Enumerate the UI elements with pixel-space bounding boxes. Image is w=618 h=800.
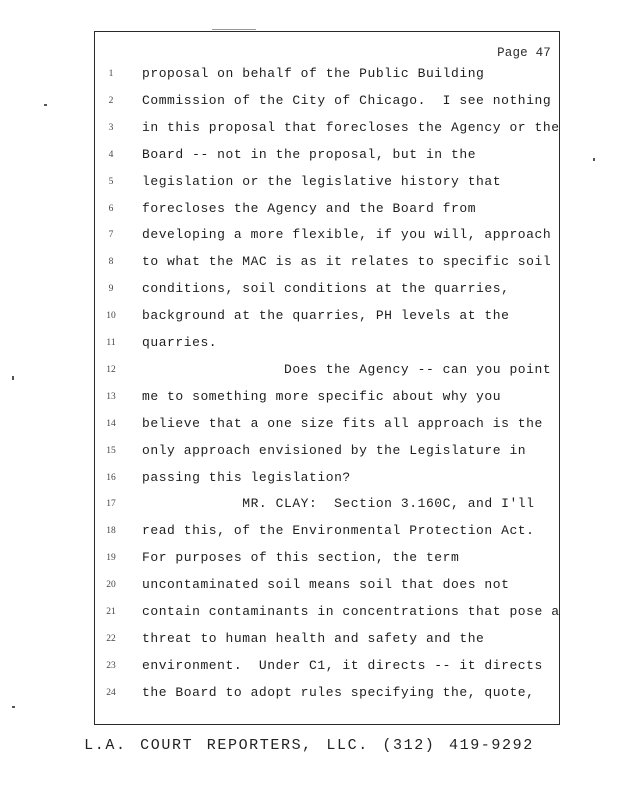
- transcript-line: [95, 443, 561, 470]
- line-text: me to something more specific about why you: [142, 388, 502, 404]
- transcript-line: [95, 281, 561, 308]
- transcript-line: [95, 335, 561, 362]
- line-number: 7: [108, 230, 114, 241]
- line-text: conditions, soil conditions at the quarries,: [142, 281, 510, 297]
- line-number: 22: [106, 633, 116, 644]
- transcript-line: [95, 577, 561, 604]
- line-text: For purposes of this section, the term: [142, 550, 460, 566]
- line-text: the Board to adopt rules specifying the, quote,: [142, 684, 535, 700]
- line-text: in this proposal that forecloses the Agency or the: [142, 119, 560, 135]
- transcript-line: [95, 93, 561, 120]
- transcript-line: [95, 604, 561, 631]
- line-text: proposal on behalf of the Public Building: [142, 66, 485, 81]
- line-number: 5: [108, 176, 114, 187]
- line-number: 2: [108, 95, 114, 106]
- transcript-page: [94, 31, 560, 725]
- transcript-line: [95, 254, 561, 281]
- line-number: 24: [106, 687, 116, 698]
- line-text: threat to human health and safety and the: [142, 630, 485, 646]
- line-number: 18: [106, 526, 116, 537]
- transcript-line: [95, 174, 561, 201]
- line-text: MR. CLAY: Section 3.160C, and I'll: [142, 496, 535, 512]
- line-number: 21: [106, 607, 116, 617]
- line-text: Board -- not in the proposal, but in the: [142, 146, 477, 162]
- transcript-line: [95, 496, 561, 523]
- transcript-line: [95, 631, 561, 658]
- line-text: Does the Agency -- can you point: [142, 361, 552, 377]
- transcript-line: [95, 362, 561, 389]
- line-text: environment. Under C1, it directs -- it directs: [142, 657, 543, 673]
- transcript-line: [95, 120, 561, 147]
- line-text: contain contaminants in concentrations that pose a: [142, 604, 560, 619]
- transcript-line: [95, 470, 561, 497]
- page-number: Page 47: [497, 46, 551, 60]
- line-text: passing this legislation?: [142, 469, 351, 485]
- transcript-line: [95, 147, 561, 174]
- scan-speck: [44, 104, 47, 106]
- line-text: background at the quarries, PH levels at the: [142, 308, 510, 324]
- line-text: uncontaminated soil means soil that does not: [142, 577, 510, 593]
- line-text: only approach envisioned by the Legislature in: [142, 442, 527, 458]
- transcript-line: [95, 523, 561, 550]
- line-number: 6: [108, 203, 114, 214]
- line-number: 14: [106, 418, 116, 429]
- line-number: 20: [106, 580, 116, 591]
- transcript-line: [95, 416, 561, 443]
- line-number: 19: [106, 553, 116, 564]
- line-number: 10: [106, 311, 116, 322]
- line-number: 11: [106, 338, 116, 348]
- line-number: 4: [108, 149, 114, 160]
- line-number: 1: [108, 69, 114, 79]
- line-number: 17: [106, 499, 116, 510]
- line-text: believe that a one size fits all approach is the: [142, 415, 543, 431]
- scan-speck: [593, 158, 595, 161]
- transcript-line: [95, 550, 561, 577]
- transcript-line: [95, 308, 561, 335]
- line-number: 8: [108, 257, 114, 268]
- line-number: 23: [106, 660, 116, 671]
- line-number: 3: [108, 122, 114, 133]
- line-number: 13: [106, 391, 116, 402]
- transcript-line: [95, 685, 561, 712]
- transcript-line: [95, 658, 561, 685]
- line-text: quarries.: [142, 335, 218, 350]
- transcript-line: [95, 201, 561, 228]
- line-number: 16: [106, 472, 116, 483]
- line-number: 12: [106, 364, 116, 375]
- scan-speck: [212, 29, 256, 30]
- line-text: Commission of the City of Chicago. I see nothing: [142, 92, 552, 108]
- scan-speck: [12, 376, 14, 380]
- line-text: to what the MAC is as it relates to specific soil: [142, 254, 552, 270]
- line-text: legislation or the legislative history that: [142, 173, 502, 189]
- line-number: 9: [108, 284, 114, 295]
- line-text: developing a more flexible, if you will, approach: [142, 227, 552, 243]
- transcript-line: [95, 389, 561, 416]
- scan-speck: [12, 706, 15, 708]
- court-reporter-footer: L.A. COURT REPORTERS, LLC. (312) 419-9292: [84, 737, 534, 754]
- transcript-line: [95, 227, 561, 254]
- line-number: 15: [106, 445, 116, 456]
- line-text: read this, of the Environmental Protection Act.: [142, 523, 535, 539]
- line-text: forecloses the Agency and the Board from: [142, 200, 477, 216]
- transcript-line: [95, 66, 561, 93]
